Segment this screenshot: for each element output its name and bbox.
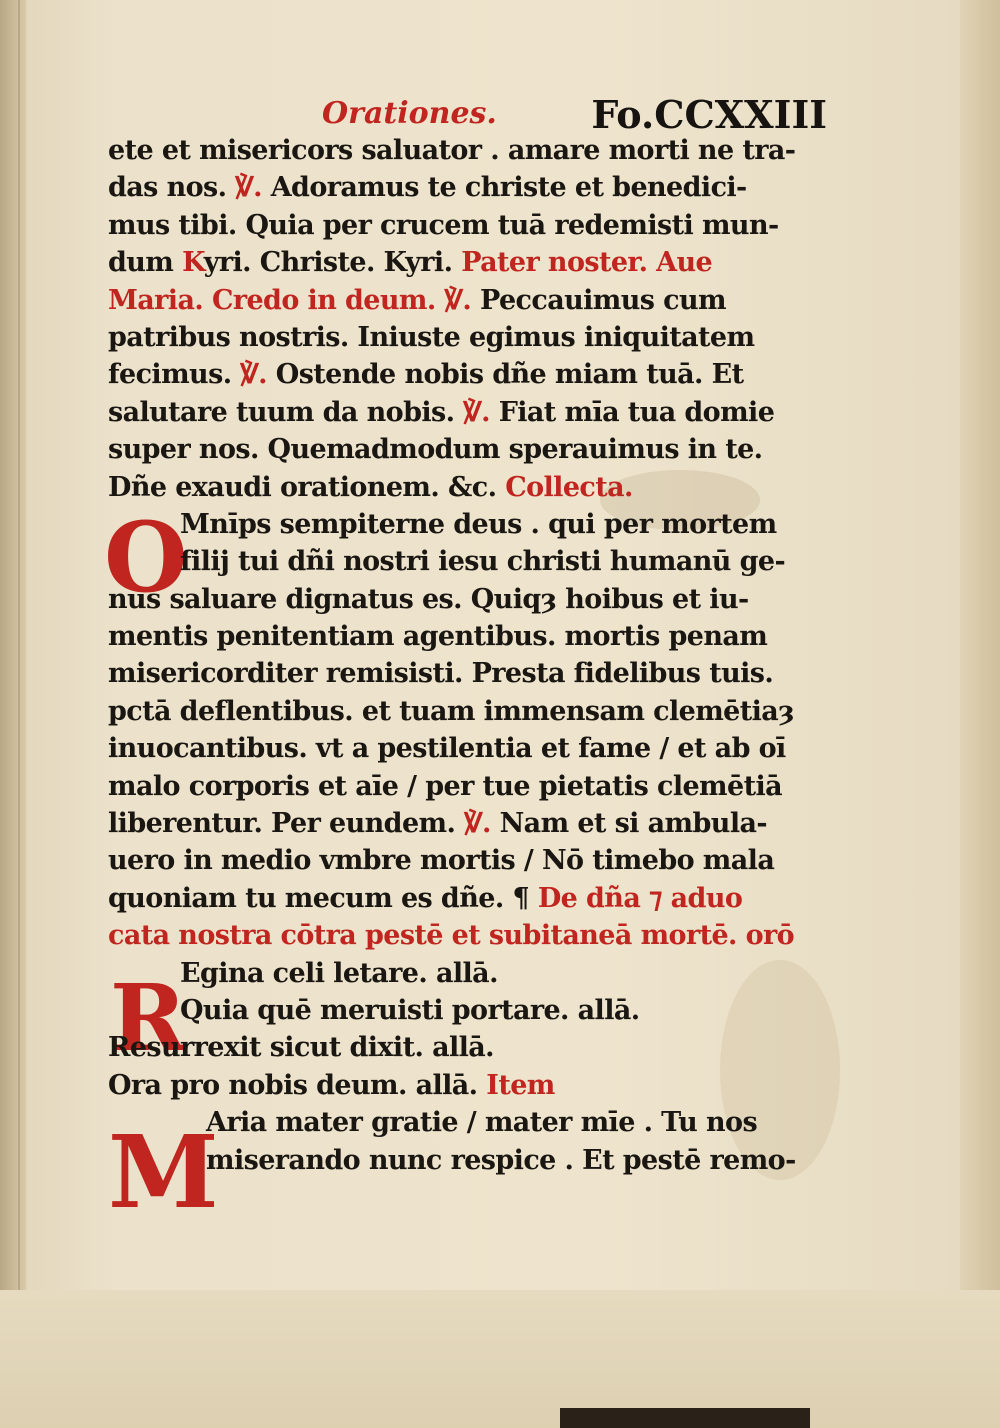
text-line (108, 917, 830, 954)
body-text: super nos. Quemadmodum sperauimus in te. (108, 434, 763, 466)
body-text: Aria mater gratie / mater mīe . Tu nos (206, 1107, 758, 1139)
text-line (108, 880, 830, 917)
running-title: Orationes. (322, 96, 497, 131)
body-text: quoniam tu mecum es dñe. (108, 882, 513, 914)
rubric-text: Item (477, 1069, 555, 1101)
body-text: Resurrexit sicut dixit. allā. (108, 1032, 494, 1064)
body-text: yri. Christe. Kyri. (203, 247, 462, 279)
body-text: Adoramus te christe et benedici- (270, 172, 747, 204)
page-right-edge (960, 0, 1000, 1300)
text-line (108, 1104, 830, 1141)
text-line (108, 581, 830, 618)
body-text: ete et misericors saluator . amare morti ne tra- (108, 135, 796, 166)
binding-shadow (560, 1408, 810, 1428)
text-line (108, 207, 830, 244)
text-line (108, 618, 830, 655)
drop-cap-o: O (104, 501, 188, 614)
body-text: Mnīps sempiterne deus . qui per mortem (180, 508, 777, 540)
body-text: salutare tuum da nobis. (108, 396, 464, 428)
rubric-text: Collecta. (496, 471, 633, 503)
body-text: miserando nunc respice . Et pestē remo- (206, 1144, 796, 1176)
text-line (108, 693, 830, 730)
text-line (108, 1067, 830, 1104)
body-text: nus saluare dignatus es. Quiqȝ hoibus et iu- (108, 583, 749, 615)
body-text: inuocantibus. vt a pestilentia et fame / et ab oī (108, 733, 786, 765)
text-line (108, 506, 830, 543)
text-line (108, 169, 830, 206)
rubric-text: ℣. (235, 172, 271, 204)
body-text: Nam et si ambula- (499, 808, 767, 840)
body-text: Egina celi letare. allā. (180, 957, 498, 989)
text-block (108, 132, 830, 1179)
page-bottom-margin (0, 1290, 1000, 1428)
text-line (108, 469, 830, 506)
text-line (108, 655, 830, 692)
text-line (108, 992, 830, 1029)
body-text: dum (108, 247, 183, 279)
text-line (108, 1142, 830, 1179)
body-text: patribus nostris. Iniuste egimus iniquitatem (108, 321, 755, 353)
body-text: malo corporis et aīe / per tue pietatis clemētiā (108, 770, 783, 802)
body-text: mentis penitentiam agentibus. mortis penam (108, 621, 768, 653)
rubric-text: De dña ⁊ aduo (537, 882, 743, 914)
body-text: filij tui dñi nostri iesu christi humanū ge- (180, 546, 786, 578)
body-text: pctā deflentibus. et tuam immensam clemētiaȝ (108, 695, 794, 727)
text-line (108, 356, 830, 393)
rubric-text: ℣. (464, 808, 500, 840)
rubric-text: K (182, 247, 204, 279)
text-line (108, 1029, 830, 1066)
text-line (108, 132, 830, 169)
text-line (108, 319, 830, 356)
body-text: Fiat mīa tua domie (498, 396, 775, 428)
body-text: das nos. (108, 172, 236, 204)
body-text: Ostende nobis dñe miam tuā. Et (275, 359, 744, 391)
text-line (108, 244, 830, 281)
body-text: mus tibi. Quia per crucem tuā redemisti mun- (108, 209, 779, 241)
body-text: Dñe exaudi orationem. &c. (108, 471, 497, 503)
drop-cap-r: R (110, 964, 187, 1072)
body-text: liberentur. Per eundem. (108, 808, 465, 840)
gutter-line (18, 0, 20, 1428)
body-text: ¶ (512, 882, 538, 914)
rubric-text: ℣. (240, 359, 276, 391)
rubric-text: Maria. Credo in deum. (108, 284, 445, 316)
body-text: Ora pro nobis deum. allā. (108, 1069, 478, 1101)
rubric-text: cata nostra cōtra pestē et subitaneā mortē. orō (108, 920, 795, 952)
text-line (108, 394, 830, 431)
folio-number: Fo.CCXXIII (591, 92, 827, 137)
body-text: misericorditer remisisti. Presta fidelibus tuis. (108, 658, 774, 690)
rubric-text: ℣. (444, 284, 480, 316)
text-line (108, 955, 830, 992)
body-text: Quia quē meruisti portare. allā. (180, 994, 640, 1026)
body-text: Peccauimus cum (479, 284, 727, 316)
body-text: fecimus. (108, 359, 241, 391)
text-line (108, 282, 830, 319)
text-line (108, 805, 830, 842)
text-line (108, 768, 830, 805)
drop-cap-m: M (108, 1113, 219, 1231)
rubric-text: Pater noster. Aue (461, 247, 713, 279)
text-line (108, 543, 830, 580)
body-text: uero in medio vmbre mortis / Nō timebo mala (108, 845, 775, 877)
text-line (108, 842, 830, 879)
text-line (108, 730, 830, 767)
rubric-text: ℣. (463, 396, 499, 428)
text-line (108, 431, 830, 468)
page-left-edge (0, 0, 26, 1428)
